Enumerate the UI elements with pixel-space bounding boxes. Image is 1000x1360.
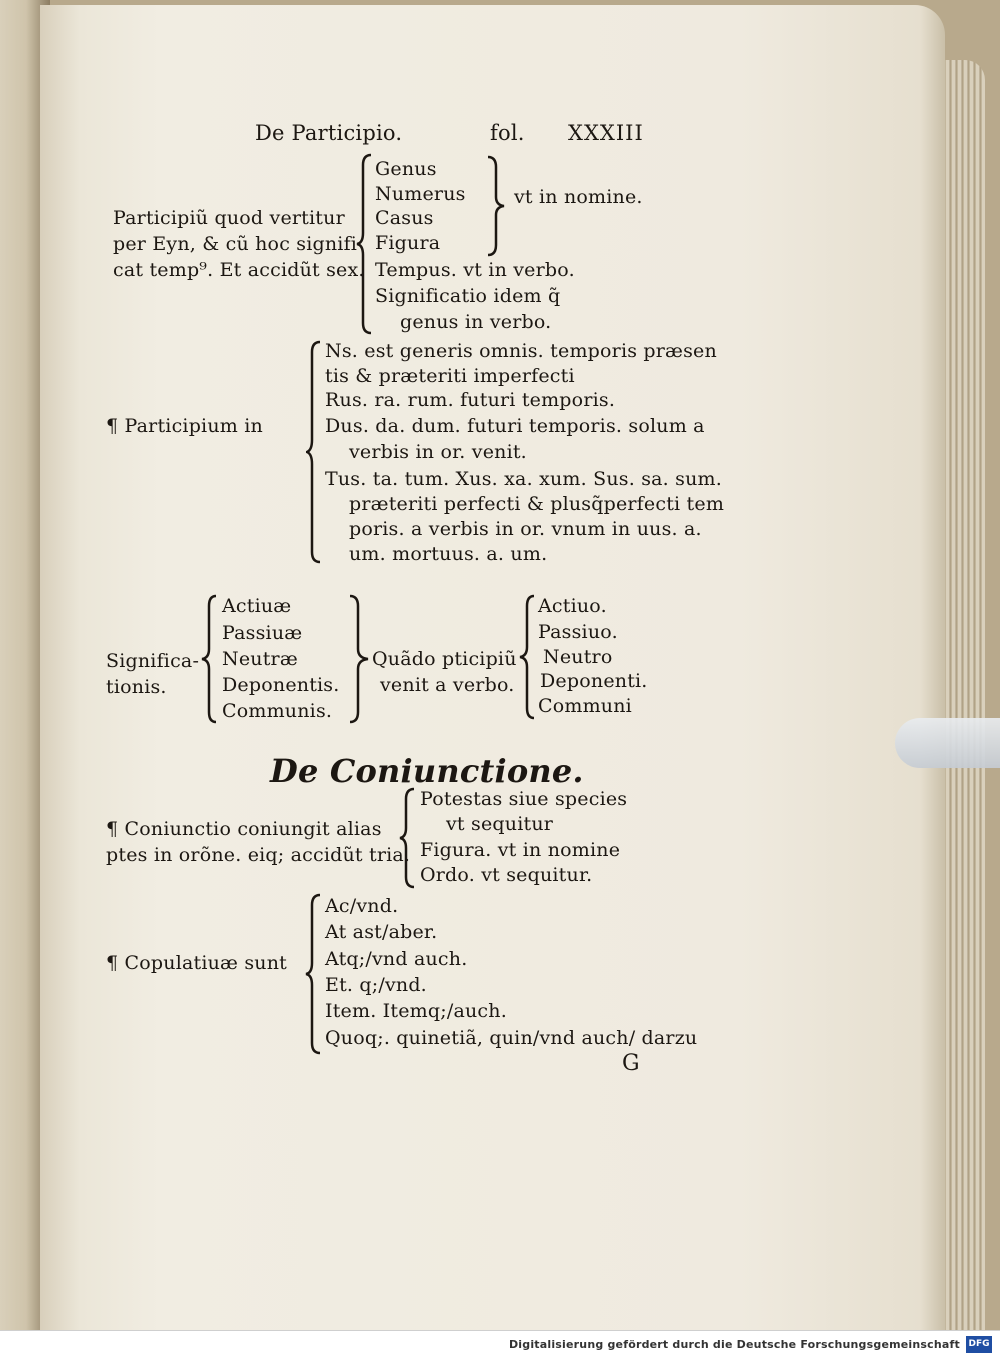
- brace-participium-in: [306, 340, 324, 564]
- copulatiua-4: Et. q;/vnd.: [325, 974, 427, 996]
- thumb-clip: [895, 718, 1000, 768]
- page-edges: [940, 60, 985, 1330]
- kind-deponentis: Deponentis.: [222, 674, 340, 696]
- copulatiua-2: At ast/aber.: [325, 921, 438, 943]
- copulatiua-5: Item. Itemq;/auch.: [325, 1000, 507, 1022]
- pin-line-1: Ns. est generis omnis. temporis præsen: [325, 340, 717, 362]
- form-actiuo: Actiuo.: [538, 595, 607, 617]
- coniunctio-item-4: Ordo. vt sequitur.: [420, 864, 593, 886]
- accident-numerus: Numerus: [375, 183, 466, 205]
- intro-line-2: per Eyn, & cũ hoc signifi: [113, 233, 358, 255]
- participium-in-label: ¶ Participium in: [106, 415, 263, 437]
- brace-accidents: [355, 153, 375, 335]
- kind-neutrae: Neutræ: [222, 648, 298, 670]
- intro-line-1: Participiũ quod vertitur: [113, 207, 345, 229]
- copulatiua-3: Atq;/vnd auch.: [325, 948, 468, 970]
- kind-communis: Communis.: [222, 700, 333, 722]
- brace-coniunctio: [398, 787, 418, 889]
- copulatiuae-label: ¶ Copulatiuæ sunt: [106, 952, 288, 974]
- accident-genus: Genus: [375, 158, 437, 180]
- form-neutro: Neutro: [543, 646, 613, 668]
- dfg-credit: Digitalisierung gefördert durch die Deutsche Forschungsgemeinschaft: [508, 1338, 960, 1351]
- pin-line-4: Dus. da. dum. futuri temporis. solum a: [325, 415, 705, 437]
- accident-figura: Figura: [375, 232, 441, 254]
- accident-tempus: Tempus. vt in verbo.: [375, 259, 575, 281]
- brace-nomine: [486, 155, 508, 257]
- quando-line-2: venit a verbo.: [380, 674, 515, 696]
- coniunctio-item-3: Figura. vt in nomine: [420, 839, 621, 861]
- running-head: De Participio.: [255, 121, 403, 145]
- pin-line-3: Rus. ra. rum. futuri temporis.: [325, 389, 616, 411]
- significationis-label-2: tionis.: [106, 676, 167, 698]
- form-passiuo: Passiuo.: [538, 621, 618, 643]
- vt-in-nomine: vt in nomine.: [514, 186, 643, 208]
- form-deponenti: Deponenti.: [540, 670, 648, 692]
- significationis-label-1: Significa-: [106, 650, 200, 672]
- kind-actiuae: Actiuæ: [222, 595, 292, 617]
- pin-line-9: um. mortuus. a. um.: [349, 543, 548, 565]
- signature-mark: G: [622, 1051, 640, 1076]
- accident-significatio-cont: genus in verbo.: [400, 311, 552, 333]
- pin-line-8: poris. a verbis in or. vnum in uus. a.: [349, 518, 702, 540]
- coniunctio-line-1: ¶ Coniunctio coniungit alias: [106, 818, 382, 840]
- brace-copulatiuae: [304, 893, 324, 1055]
- brace-significationis-right: [518, 594, 538, 720]
- pin-line-7: præteriti perfecti & plusq̃perfecti tem: [349, 493, 725, 515]
- copulatiua-6: Quoq;. quinetiã, quin/vnd auch/ darzu: [325, 1027, 698, 1049]
- accident-significatio: Significatio idem q̃: [375, 285, 561, 307]
- folio-label: fol.: [490, 121, 525, 145]
- pin-line-6: Tus. ta. tum. Xus. xa. xum. Sus. sa. sum.: [325, 468, 722, 490]
- folio-number: XXXIII: [568, 121, 644, 145]
- pin-line-5: verbis in or. venit.: [349, 441, 527, 463]
- accident-casus: Casus: [375, 207, 434, 229]
- form-communi: Communi: [538, 695, 632, 717]
- footer-bar: [0, 1330, 1000, 1360]
- dfg-logo-icon: DFG: [966, 1336, 992, 1353]
- kind-passiuae: Passiuæ: [222, 622, 303, 644]
- intro-line-3: cat temp⁹. Et accidũt sex.: [113, 259, 365, 281]
- section-title: De Coniunctione.: [270, 752, 584, 790]
- coniunctio-item-2: vt sequitur: [446, 813, 554, 835]
- brace-significationis-left: [200, 594, 220, 724]
- quando-line-1: Quãdo pticipiũ: [372, 648, 517, 670]
- coniunctio-item-1: Potestas siue species: [420, 788, 628, 810]
- pin-line-2: tis & præteriti imperfecti: [325, 365, 575, 387]
- copulatiua-1: Ac/vnd.: [325, 895, 399, 917]
- coniunctio-line-2: ptes in orõne. eiq; accidũt tria.: [106, 844, 411, 866]
- brace-significationis-mid: [348, 594, 372, 724]
